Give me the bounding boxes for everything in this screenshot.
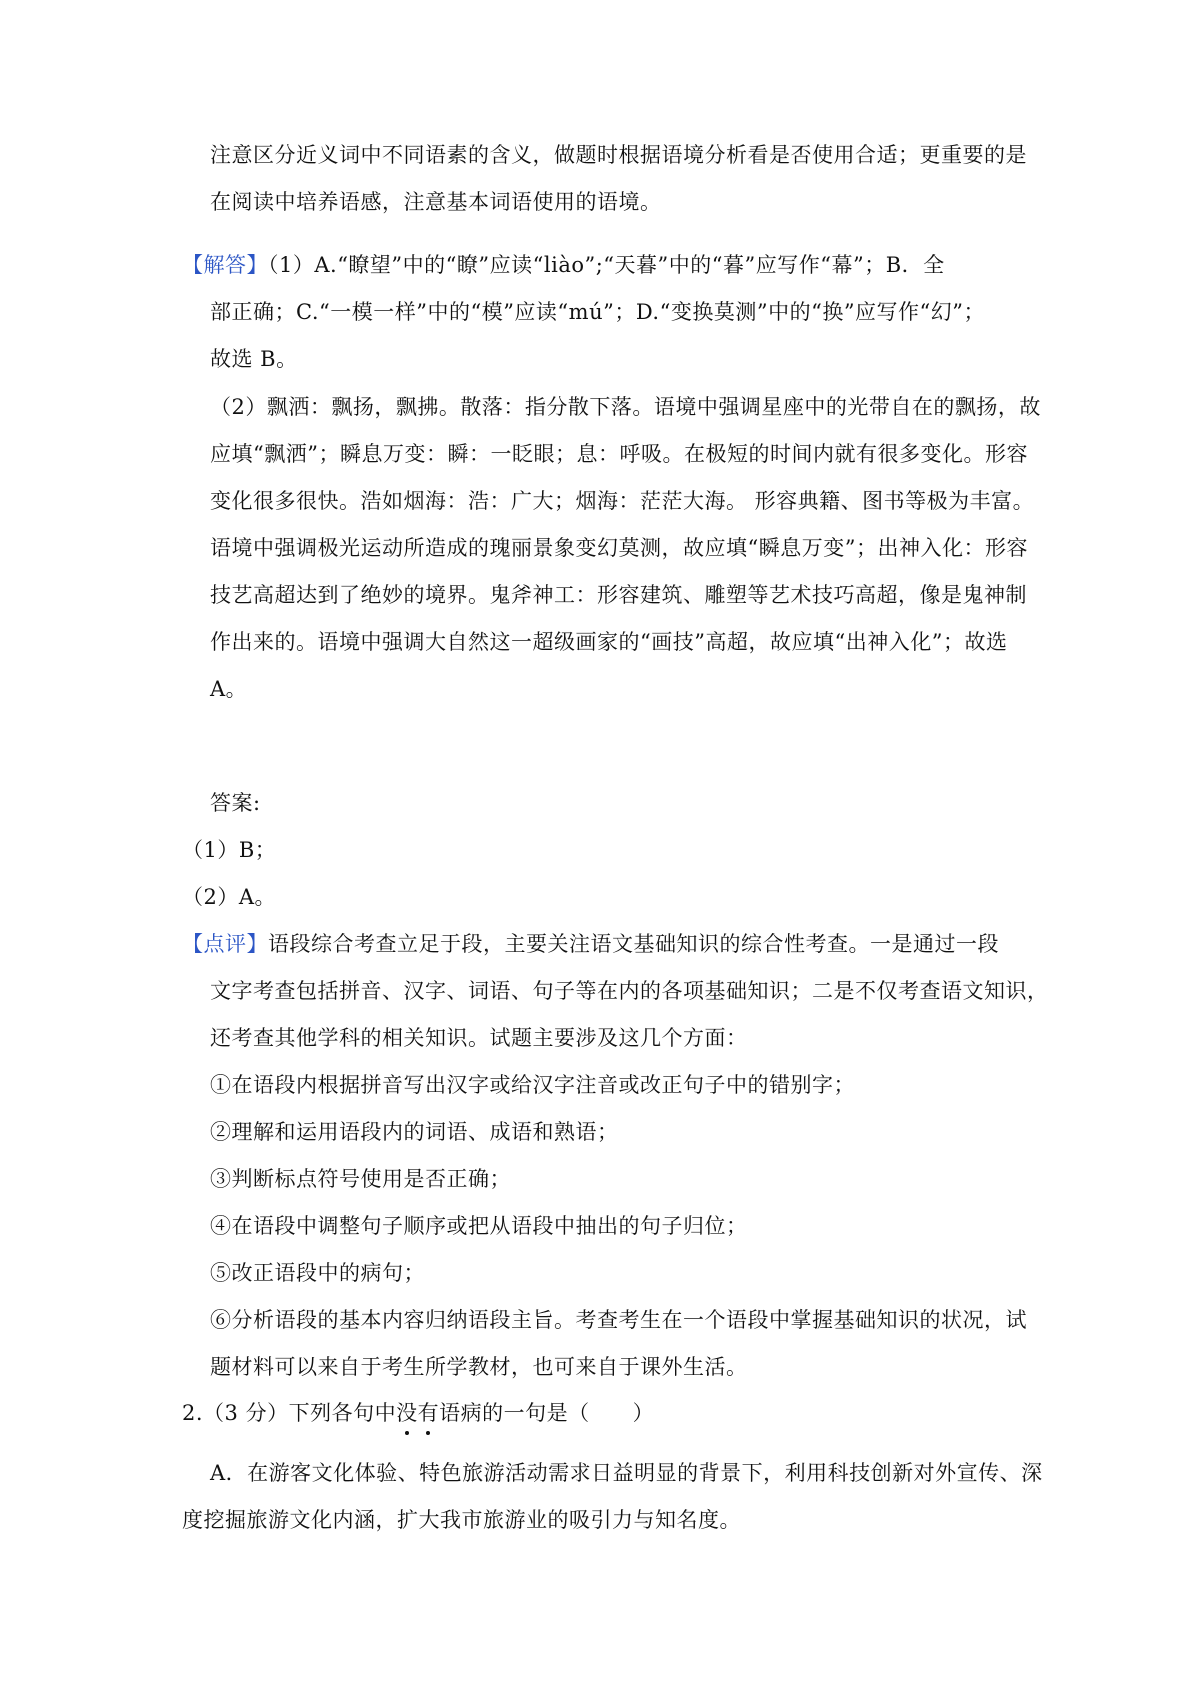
comment-item-1: ①在语段内根据拼音写出汉字或给汉字注音或改正句子中的错别字；	[210, 1073, 855, 1097]
comment-text: 语段综合考查立足于段，主要关注语文基础知识的综合性考查。一是通过一段	[268, 932, 999, 956]
question-2-stem	[182, 1398, 654, 1428]
emphasis-char: 有	[418, 1398, 440, 1428]
part2-line-2: 应填“飘洒”；瞬息万变：瞬：一眨眼；息：呼吸。在极短的时间内就有很多变化。形容	[210, 442, 1028, 466]
part2-line-4: 语境中强调极光运动所造成的瑰丽景象变幻莫测，故应填“瞬息万变”；出神入化：形容	[210, 536, 1028, 560]
option-a-line-2: 度挖掘旅游文化内涵，扩大我市旅游业的吸引力与知名度。	[182, 1508, 741, 1532]
comment-line-3: 还考查其他学科的相关知识。试题主要涉及这几个方面：	[210, 1026, 748, 1050]
comment-line-2: 文字考查包括拼音、汉字、词语、句子等在内的各项基础知识；二是不仅考查语文知识，	[210, 979, 1049, 1003]
answer-line-3: 故选 B。	[210, 347, 298, 371]
answer-text: （1）A.“瞭望”中的“瞭”应读“liào”;“天暮”中的“暮”应写作“幕”；B．全	[268, 253, 945, 277]
comment-item-6-cont: 题材料可以来自于考生所学教材，也可来自于课外生活。	[210, 1355, 748, 1379]
comment-item-3: ③判断标点符号使用是否正确；	[210, 1167, 511, 1191]
emphasis-char: 没	[396, 1398, 418, 1428]
comment-item-2: ②理解和运用语段内的词语、成语和熟语；	[210, 1120, 619, 1144]
answers-label: 答案:	[210, 791, 261, 815]
comment-item-4: ④在语段中调整句子顺序或把从语段中抽出的句子归位；	[210, 1214, 748, 1238]
comment-item-5: ⑤改正语段中的病句；	[210, 1261, 425, 1285]
answer-line-2: 部正确；C.“一模一样”中的“模”应读“mú”；D.“变换莫测”中的“换”应写作“幻”；	[210, 300, 986, 324]
part2-line-7: A。	[210, 677, 248, 701]
answer-item-1: （1）B；	[182, 838, 277, 862]
answer-tag: 【解答】	[182, 253, 268, 277]
comment-line-1	[182, 929, 999, 959]
part2-line-6: 作出来的。语境中强调大自然这一超级画家的“画技”高超，故应填“出神入化”；故选	[210, 630, 1008, 654]
comment-item-6: ⑥分析语段的基本内容归纳语段主旨。考查考生在一个语段中掌握基础知识的状况，试	[210, 1308, 1027, 1332]
answer-line-1	[182, 250, 945, 280]
comment-tag: 【点评】	[182, 932, 268, 956]
question-2-suffix: 语病的一句是（ ）	[439, 1401, 655, 1425]
option-a-line-1: A．在游客文化体验、特色旅游活动需求日益明显的背景下，利用科技创新对外宣传、深	[210, 1461, 1043, 1485]
analysis-line-2: 在阅读中培养语感，注意基本词语使用的语境。	[210, 190, 662, 214]
part2-line-5: 技艺高超达到了绝妙的境界。鬼斧神工：形容建筑、雕塑等艺术技巧高超，像是鬼神制	[210, 583, 1027, 607]
part2-line-1: （2）飘洒：飘扬，飘拂。散落：指分散下落。语境中强调星座中的光带自在的飘扬，故	[210, 395, 1041, 419]
part2-line-3: 变化很多很快。浩如烟海：浩：广大；烟海：茫茫大海。 形容典籍、图书等极为丰富。	[210, 489, 1035, 513]
answer-item-2: （2）A。	[182, 885, 277, 909]
analysis-line-1: 注意区分近义词中不同语素的含义，做题时根据语境分析看是否使用合适；更重要的是	[210, 143, 1027, 167]
question-2-prefix: 2.（3 分）下列各句中	[182, 1401, 397, 1425]
